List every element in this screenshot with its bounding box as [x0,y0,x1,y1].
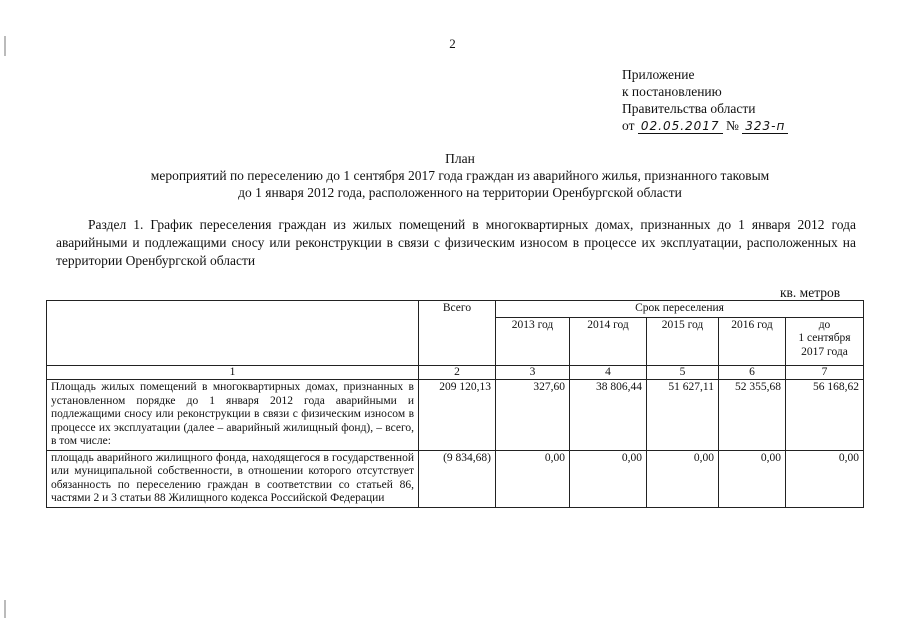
row-value: 0,00 [570,450,647,507]
document-title [60,150,860,201]
title-line: до 1 января 2012 года, расположенного на территории Оренбургской области [238,185,682,200]
column-number: 6 [719,365,786,380]
header-label-cell [47,301,419,366]
column-number: 5 [647,365,719,380]
header-year: 2016 год [719,317,786,365]
row-value: 38 806,44 [570,380,647,451]
row-value: (9 834,68) [419,450,496,507]
section-text: Раздел 1. График переселения граждан из жилых помещений в многоквартирных домах, признанных до 1 января 2012 года аварийными и подлежащими сносу или реконструкции в связи с физическим износом в процессе их эксплуатации, расположенных на территории Оренбургской области [56,217,856,268]
date-prefix: от [622,118,635,133]
column-number: 4 [570,365,647,380]
scan-edge-mark [4,600,6,618]
page-number: 2 [449,36,456,51]
row-value: 56 168,62 [786,380,864,451]
row-value: 0,00 [647,450,719,507]
table-row [47,450,864,507]
row-value: 52 355,68 [719,380,786,451]
header-term: Срок переселения [496,301,864,318]
header-year: 2014 год [570,317,647,365]
handwritten-number: 323-п [742,119,788,134]
row-value: 0,00 [496,450,570,507]
column-number: 2 [419,365,496,380]
row-label: площадь аварийного жилищного фонда, находящегося в государственной или муниципальной собственности, в отношении которого отсутствует обязанность по переселению граждан в соответствии со статьей 86, частями 2 и 3 статьи 88 Жилищного кодекса Российской Федерации [47,450,419,507]
header-year-last-line: 1 сентября [798,332,851,344]
header-year-last-line: до [818,318,831,331]
row-value: 327,60 [496,380,570,451]
header-year: 2015 год [647,317,719,365]
column-number-row [47,365,864,380]
header-year-last [786,317,864,365]
header-year: 2013 год [496,317,570,365]
header-year-last-line: 2017 года [801,345,848,358]
row-label: Площадь жилых помещений в многоквартирных домах, признанных в установленном порядке до 1 января 2012 года аварийными и подлежащими сносу или реконструкции в связи с физическим износом в процессе их эксплуатации (далее – аварийный жилищный фонд), – всего, в том числе: [47,380,419,451]
column-number: 7 [786,365,864,380]
appendix-date-line [622,117,788,135]
appendix-line: Приложение [622,67,695,82]
appendix-block [622,66,788,135]
unit-label: кв. метров [780,285,841,300]
section-heading [56,216,856,270]
resettlement-table [46,300,864,508]
row-value: 209 120,13 [419,380,496,451]
appendix-line: к постановлению [622,84,722,99]
title-line: План [445,151,475,166]
table-row [47,380,864,451]
row-value: 0,00 [719,450,786,507]
column-number: 1 [47,365,419,380]
handwritten-date: 02.05.2017 [638,119,723,134]
column-number: 3 [496,365,570,380]
header-total: Всего [419,301,496,366]
title-line: мероприятий по переселению до 1 сентября 2017 года граждан из аварийного жилья, признанного таковым [150,168,770,183]
table-header-row [47,301,864,318]
row-value: 0,00 [786,450,864,507]
number-prefix: № [725,118,739,133]
appendix-line: Правительства области [622,101,756,116]
row-value: 51 627,11 [647,380,719,451]
